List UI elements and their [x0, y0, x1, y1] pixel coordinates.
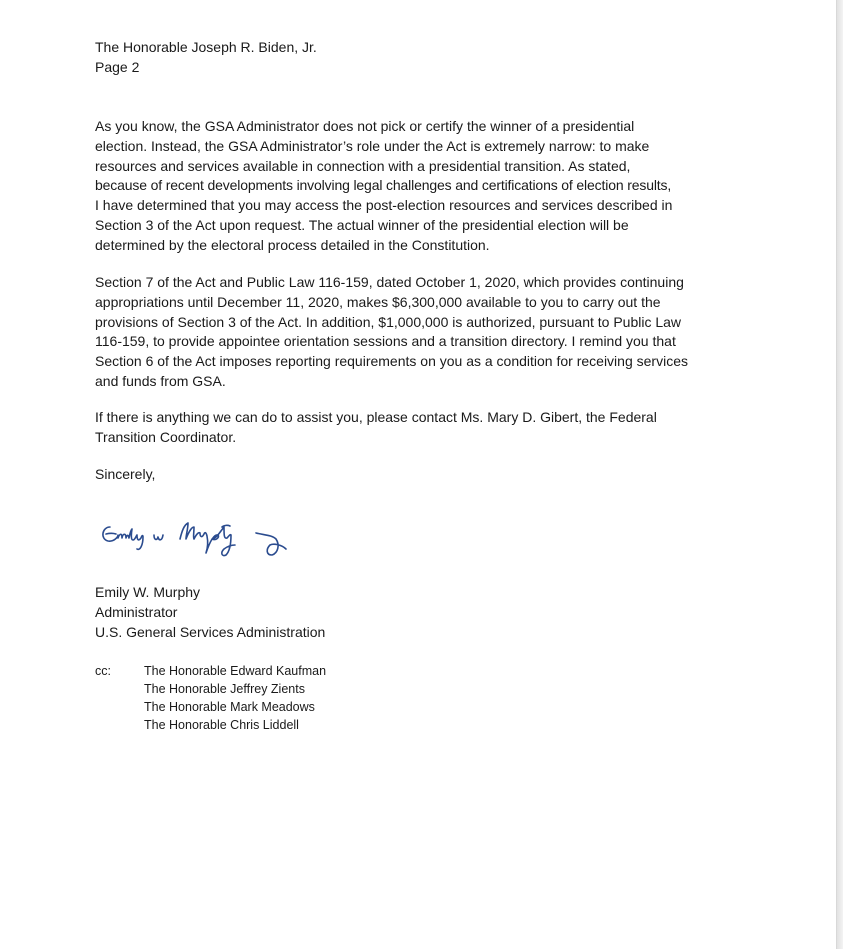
text-line: 116-159, to provide appointee orientation sessions and a transition directory. I remind you that [95, 333, 676, 350]
signature-block [95, 582, 325, 642]
signer-name: Emily W. Murphy [95, 584, 201, 600]
recipient-line: The Honorable Joseph R. Biden, Jr. [95, 39, 317, 55]
text-line: As you know, the GSA Administrator does not pick or certify the winner of a presidential [95, 118, 635, 134]
cc-recipient: The Honorable Edward Kaufman [144, 664, 327, 678]
signer-title: Administrator [95, 604, 178, 620]
paragraph-gsa-role [95, 117, 755, 256]
paragraph-appropriations [95, 273, 755, 392]
closing-salutation: Sincerely, [95, 466, 156, 482]
text-line: Section 3 of the Act upon request. The actual winner of the presidential election will be [95, 216, 629, 233]
cc-recipient: The Honorable Mark Meadows [144, 700, 315, 714]
text-line: election. Instead, the GSA Administrator’s role under the Act is extremely narrow: to make [95, 137, 650, 154]
cc-recipient-list [144, 662, 326, 734]
page-number: Page 2 [95, 59, 140, 75]
signer-organization: U.S. General Services Administration [95, 624, 326, 640]
cc-recipient: The Honorable Chris Liddell [144, 718, 299, 732]
text-line: Section 6 of the Act imposes reporting requirements on you as a condition for receiving services [95, 353, 688, 370]
text-line: appropriations until December 11, 2020, makes $6,300,000 available to you to carry out the [95, 293, 661, 310]
cc-recipient: The Honorable Jeffrey Zients [144, 682, 305, 696]
paragraph-contact [95, 408, 755, 448]
cc-label: cc: [95, 664, 111, 678]
text-line: Section 7 of the Act and Public Law 116-159, dated October 1, 2020, which provides continuing [95, 274, 684, 290]
letter-header [95, 37, 317, 77]
text-line: because of recent developments involving legal challenges and certifications of election results, [95, 177, 672, 194]
page-edge-shadow [837, 0, 843, 949]
text-line: I have determined that you may access the post-election resources and services described in [95, 197, 673, 214]
text-line: determined by the electoral process detailed in the Constitution. [95, 236, 490, 253]
text-line: provisions of Section 3 of the Act. In addition, $1,000,000 is authorized, pursuant to Public Law [95, 313, 682, 330]
text-line: Transition Coordinator. [95, 428, 237, 445]
text-line: resources and services available in connection with a presidential transition. As stated, [95, 157, 631, 174]
text-line: and funds from GSA. [95, 372, 226, 389]
handwritten-signature [96, 505, 296, 565]
text-line: If there is anything we can do to assist you, please contact Ms. Mary D. Gibert, the Federal [95, 409, 657, 425]
